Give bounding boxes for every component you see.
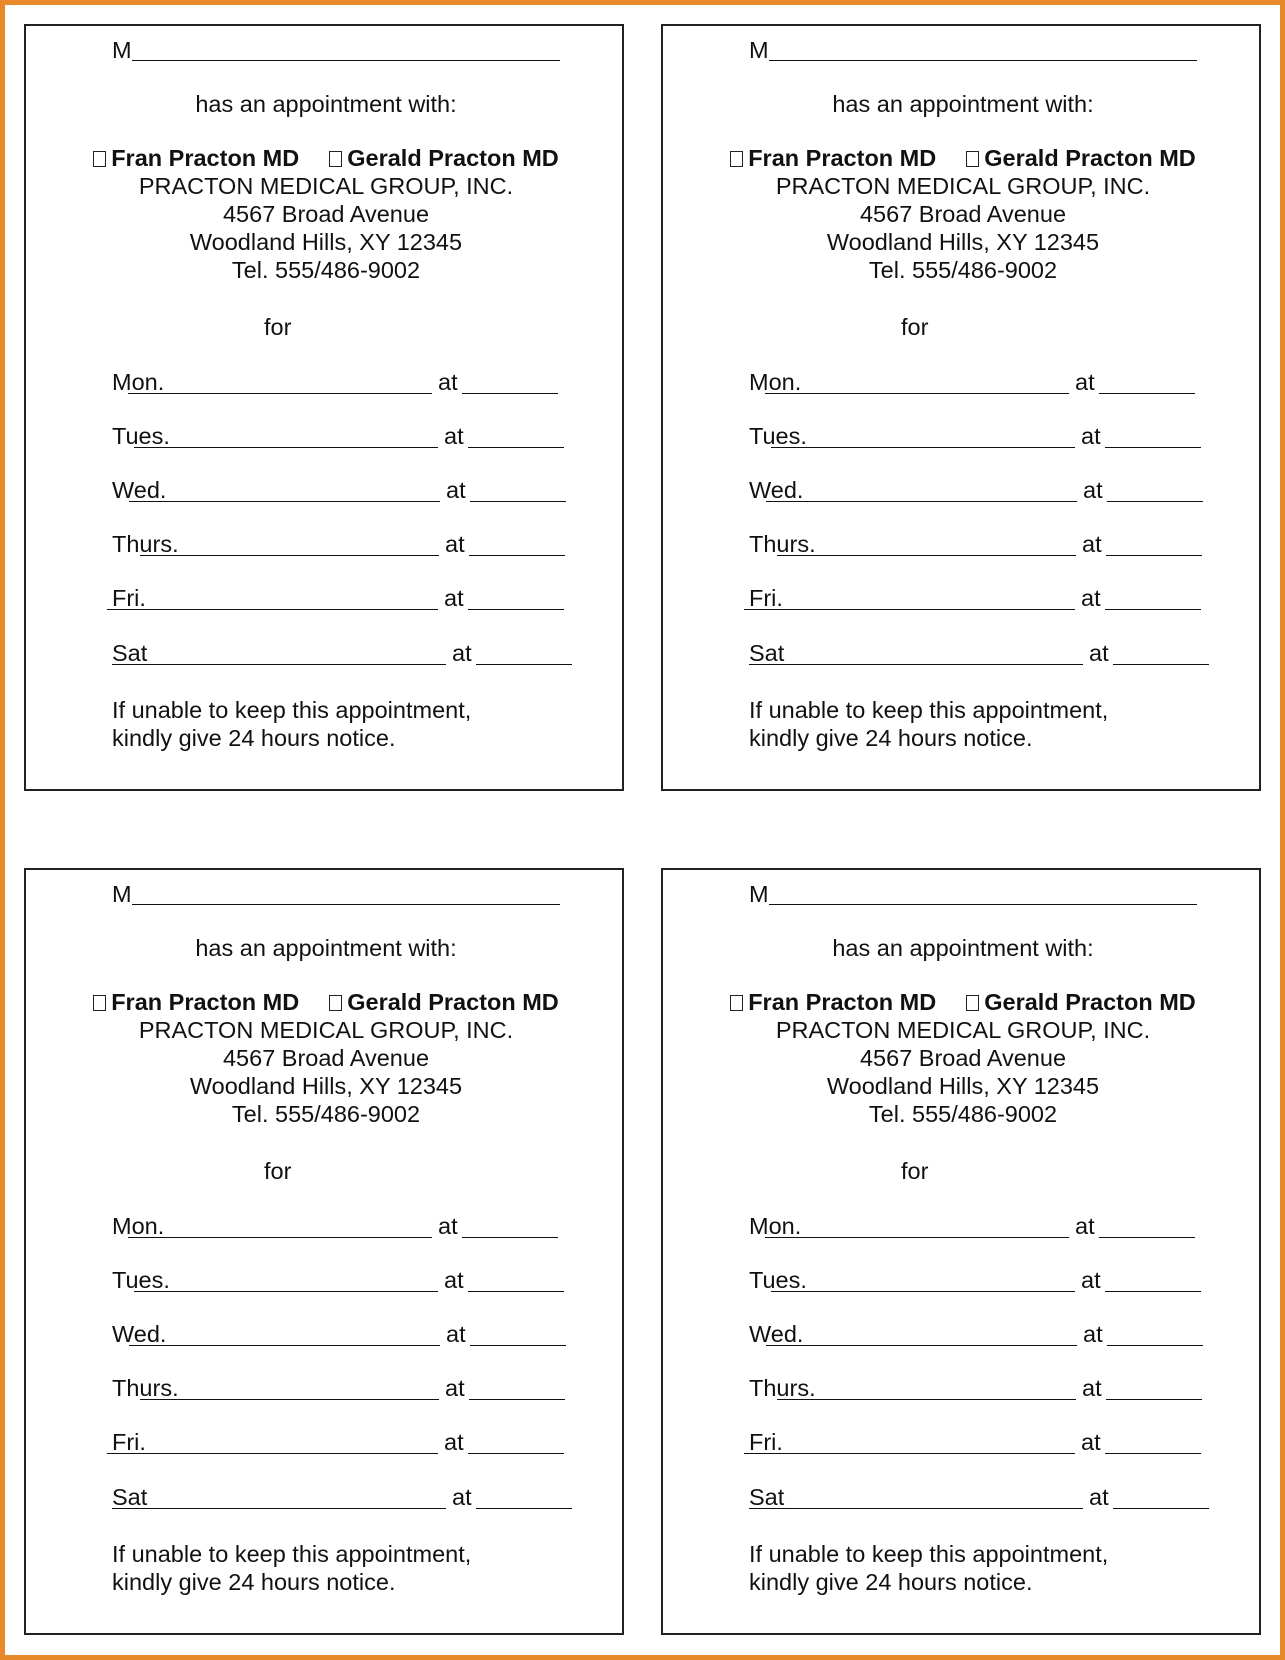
doctor-option[interactable] <box>966 989 1196 1015</box>
time-blank[interactable] <box>470 479 566 502</box>
date-blank[interactable] <box>128 1215 432 1238</box>
doctor-name: Gerald Practon MD <box>984 989 1196 1015</box>
time-blank[interactable] <box>468 1431 564 1454</box>
practice-phone: Tel. 555/486-9002 <box>868 1101 1058 1127</box>
appointment-card <box>24 24 624 791</box>
doctor-options <box>663 144 1263 172</box>
date-blank[interactable] <box>134 425 438 448</box>
appointment-heading: has an appointment with: <box>195 935 457 961</box>
notice-line: If unable to keep this appointment, <box>112 697 472 723</box>
date-blank[interactable] <box>134 1269 438 1292</box>
day-label: Fri. <box>112 585 146 611</box>
checkbox-icon[interactable] <box>966 995 979 1011</box>
notice-line: If unable to keep this appointment, <box>749 697 1109 723</box>
time-blank[interactable] <box>1107 479 1203 502</box>
doctor-option[interactable] <box>93 989 299 1015</box>
at-label: at <box>445 1375 465 1401</box>
checkbox-icon[interactable] <box>730 151 743 167</box>
time-blank[interactable] <box>1105 1269 1201 1292</box>
date-blank[interactable] <box>112 642 446 665</box>
patient-name-line[interactable] <box>749 36 1197 64</box>
date-blank[interactable] <box>744 587 1075 610</box>
checkbox-icon[interactable] <box>329 151 342 167</box>
at-label: at <box>1081 585 1101 611</box>
practice-city: Woodland Hills, XY 12345 <box>826 1073 1100 1099</box>
notice-line: kindly give 24 hours notice. <box>749 1569 1033 1595</box>
name-prefix: M <box>749 881 769 907</box>
checkbox-icon[interactable] <box>730 995 743 1011</box>
time-blank[interactable] <box>476 642 572 665</box>
date-blank[interactable] <box>749 1486 1083 1509</box>
at-label: at <box>1081 1267 1101 1293</box>
checkbox-icon[interactable] <box>329 995 342 1011</box>
day-label: Sat <box>749 640 785 666</box>
date-blank[interactable] <box>765 1215 1069 1238</box>
at-label: at <box>452 640 472 666</box>
practice-street: 4567 Broad Avenue <box>859 201 1067 227</box>
date-blank[interactable] <box>107 587 438 610</box>
at-label: at <box>1081 1429 1101 1455</box>
patient-name-blank[interactable] <box>132 38 560 61</box>
time-blank[interactable] <box>1107 1323 1203 1346</box>
doctor-name: Fran Practon MD <box>748 145 937 171</box>
at-label: at <box>446 477 466 503</box>
date-blank[interactable] <box>771 425 1075 448</box>
at-label: at <box>444 585 464 611</box>
appointment-card <box>661 868 1261 1635</box>
doctor-name: Gerald Practon MD <box>347 145 559 171</box>
day-label: Sat <box>749 1484 785 1510</box>
day-label: Mon. <box>112 1213 165 1239</box>
appointment-heading: has an appointment with: <box>832 935 1094 961</box>
name-prefix: M <box>112 37 132 63</box>
at-label: at <box>1083 477 1103 503</box>
time-blank[interactable] <box>1106 533 1202 556</box>
day-label: Thurs. <box>112 1375 179 1401</box>
patient-name-blank[interactable] <box>132 882 560 905</box>
day-label: Wed. <box>112 477 167 503</box>
day-label: Thurs. <box>112 531 179 557</box>
time-blank[interactable] <box>468 1269 564 1292</box>
date-blank[interactable] <box>107 1431 438 1454</box>
at-label: at <box>1075 369 1095 395</box>
date-blank[interactable] <box>128 371 432 394</box>
date-blank[interactable] <box>140 533 439 556</box>
day-label: Sat <box>112 640 148 666</box>
notice-line: kindly give 24 hours notice. <box>749 725 1033 751</box>
doctor-name: Fran Practon MD <box>748 989 937 1015</box>
time-blank[interactable] <box>1105 587 1201 610</box>
doctor-name: Fran Practon MD <box>111 989 300 1015</box>
doctor-options <box>663 988 1263 1016</box>
patient-name-line[interactable] <box>112 880 560 908</box>
time-blank[interactable] <box>469 533 565 556</box>
day-label: Wed. <box>749 1321 804 1347</box>
doctor-option[interactable] <box>966 145 1196 171</box>
at-label: at <box>1082 1375 1102 1401</box>
at-label: at <box>444 1429 464 1455</box>
patient-name-line[interactable] <box>112 36 560 64</box>
date-blank[interactable] <box>766 479 1077 502</box>
appointment-card <box>661 24 1261 791</box>
practice-street: 4567 Broad Avenue <box>222 1045 430 1071</box>
appointment-heading: has an appointment with: <box>832 91 1094 117</box>
at-label: at <box>1075 1213 1095 1239</box>
time-blank[interactable] <box>468 425 564 448</box>
doctor-option[interactable] <box>93 145 299 171</box>
at-label: at <box>1089 640 1109 666</box>
checkbox-icon[interactable] <box>93 151 106 167</box>
at-label: at <box>1083 1321 1103 1347</box>
date-blank[interactable] <box>744 1431 1075 1454</box>
time-blank[interactable] <box>1105 1431 1201 1454</box>
day-label: Mon. <box>749 1213 802 1239</box>
date-blank[interactable] <box>777 1377 1076 1400</box>
doctor-option[interactable] <box>329 989 559 1015</box>
day-label: Mon. <box>112 369 165 395</box>
day-label: Fri. <box>749 585 783 611</box>
at-label: at <box>1081 423 1101 449</box>
time-blank[interactable] <box>1099 1215 1195 1238</box>
day-label: Tues. <box>749 1267 807 1293</box>
date-blank[interactable] <box>129 1323 440 1346</box>
practice-name: PRACTON MEDICAL GROUP, INC. <box>138 1017 514 1043</box>
at-label: at <box>438 1213 458 1239</box>
name-prefix: M <box>112 881 132 907</box>
at-label: at <box>444 423 464 449</box>
appointment-heading: has an appointment with: <box>195 91 457 117</box>
checkbox-icon[interactable] <box>93 995 106 1011</box>
day-label: Thurs. <box>749 531 816 557</box>
doctor-options <box>26 988 626 1016</box>
practice-name: PRACTON MEDICAL GROUP, INC. <box>775 1017 1151 1043</box>
doctor-name: Gerald Practon MD <box>347 989 559 1015</box>
day-label: Fri. <box>112 1429 146 1455</box>
doctor-options <box>26 144 626 172</box>
for-label: for <box>264 314 292 340</box>
at-label: at <box>446 1321 466 1347</box>
time-blank[interactable] <box>1106 1377 1202 1400</box>
time-blank[interactable] <box>1113 1486 1209 1509</box>
practice-phone: Tel. 555/486-9002 <box>868 257 1058 283</box>
day-label: Thurs. <box>749 1375 816 1401</box>
date-blank[interactable] <box>140 1377 439 1400</box>
checkbox-icon[interactable] <box>966 151 979 167</box>
date-blank[interactable] <box>777 533 1076 556</box>
day-label: Tues. <box>749 423 807 449</box>
doctor-name: Fran Practon MD <box>111 145 300 171</box>
day-label: Sat <box>112 1484 148 1510</box>
time-blank[interactable] <box>469 1377 565 1400</box>
at-label: at <box>1082 531 1102 557</box>
patient-name-blank[interactable] <box>769 38 1197 61</box>
notice-line: kindly give 24 hours notice. <box>112 1569 396 1595</box>
appointment-card <box>24 868 624 1635</box>
time-blank[interactable] <box>1099 371 1195 394</box>
day-label: Wed. <box>749 477 804 503</box>
practice-name: PRACTON MEDICAL GROUP, INC. <box>138 173 514 199</box>
day-label: Mon. <box>749 369 802 395</box>
practice-city: Woodland Hills, XY 12345 <box>189 1073 463 1099</box>
at-label: at <box>445 531 465 557</box>
date-blank[interactable] <box>129 479 440 502</box>
day-label: Wed. <box>112 1321 167 1347</box>
doctor-option[interactable] <box>730 145 936 171</box>
day-label: Tues. <box>112 423 170 449</box>
at-label: at <box>1089 1484 1109 1510</box>
for-label: for <box>264 1158 292 1184</box>
at-label: at <box>444 1267 464 1293</box>
for-label: for <box>901 314 929 340</box>
practice-name: PRACTON MEDICAL GROUP, INC. <box>775 173 1151 199</box>
notice-line: If unable to keep this appointment, <box>749 1541 1109 1567</box>
doctor-option[interactable] <box>730 989 936 1015</box>
name-prefix: M <box>749 37 769 63</box>
at-label: at <box>438 369 458 395</box>
practice-street: 4567 Broad Avenue <box>859 1045 1067 1071</box>
day-label: Fri. <box>749 1429 783 1455</box>
notice-line: kindly give 24 hours notice. <box>112 725 396 751</box>
time-blank[interactable] <box>470 1323 566 1346</box>
practice-city: Woodland Hills, XY 12345 <box>189 229 463 255</box>
time-blank[interactable] <box>468 587 564 610</box>
practice-phone: Tel. 555/486-9002 <box>231 1101 421 1127</box>
at-label: at <box>452 1484 472 1510</box>
date-blank[interactable] <box>765 371 1069 394</box>
date-blank[interactable] <box>749 642 1083 665</box>
for-label: for <box>901 1158 929 1184</box>
practice-city: Woodland Hills, XY 12345 <box>826 229 1100 255</box>
date-blank[interactable] <box>771 1269 1075 1292</box>
practice-street: 4567 Broad Avenue <box>222 201 430 227</box>
doctor-option[interactable] <box>329 145 559 171</box>
date-blank[interactable] <box>766 1323 1077 1346</box>
time-blank[interactable] <box>1105 425 1201 448</box>
time-blank[interactable] <box>462 1215 558 1238</box>
day-label: Tues. <box>112 1267 170 1293</box>
notice-line: If unable to keep this appointment, <box>112 1541 472 1567</box>
practice-phone: Tel. 555/486-9002 <box>231 257 421 283</box>
time-blank[interactable] <box>462 371 558 394</box>
patient-name-blank[interactable] <box>769 882 1197 905</box>
date-blank[interactable] <box>112 1486 446 1509</box>
time-blank[interactable] <box>476 1486 572 1509</box>
doctor-name: Gerald Practon MD <box>984 145 1196 171</box>
time-blank[interactable] <box>1113 642 1209 665</box>
patient-name-line[interactable] <box>749 880 1197 908</box>
